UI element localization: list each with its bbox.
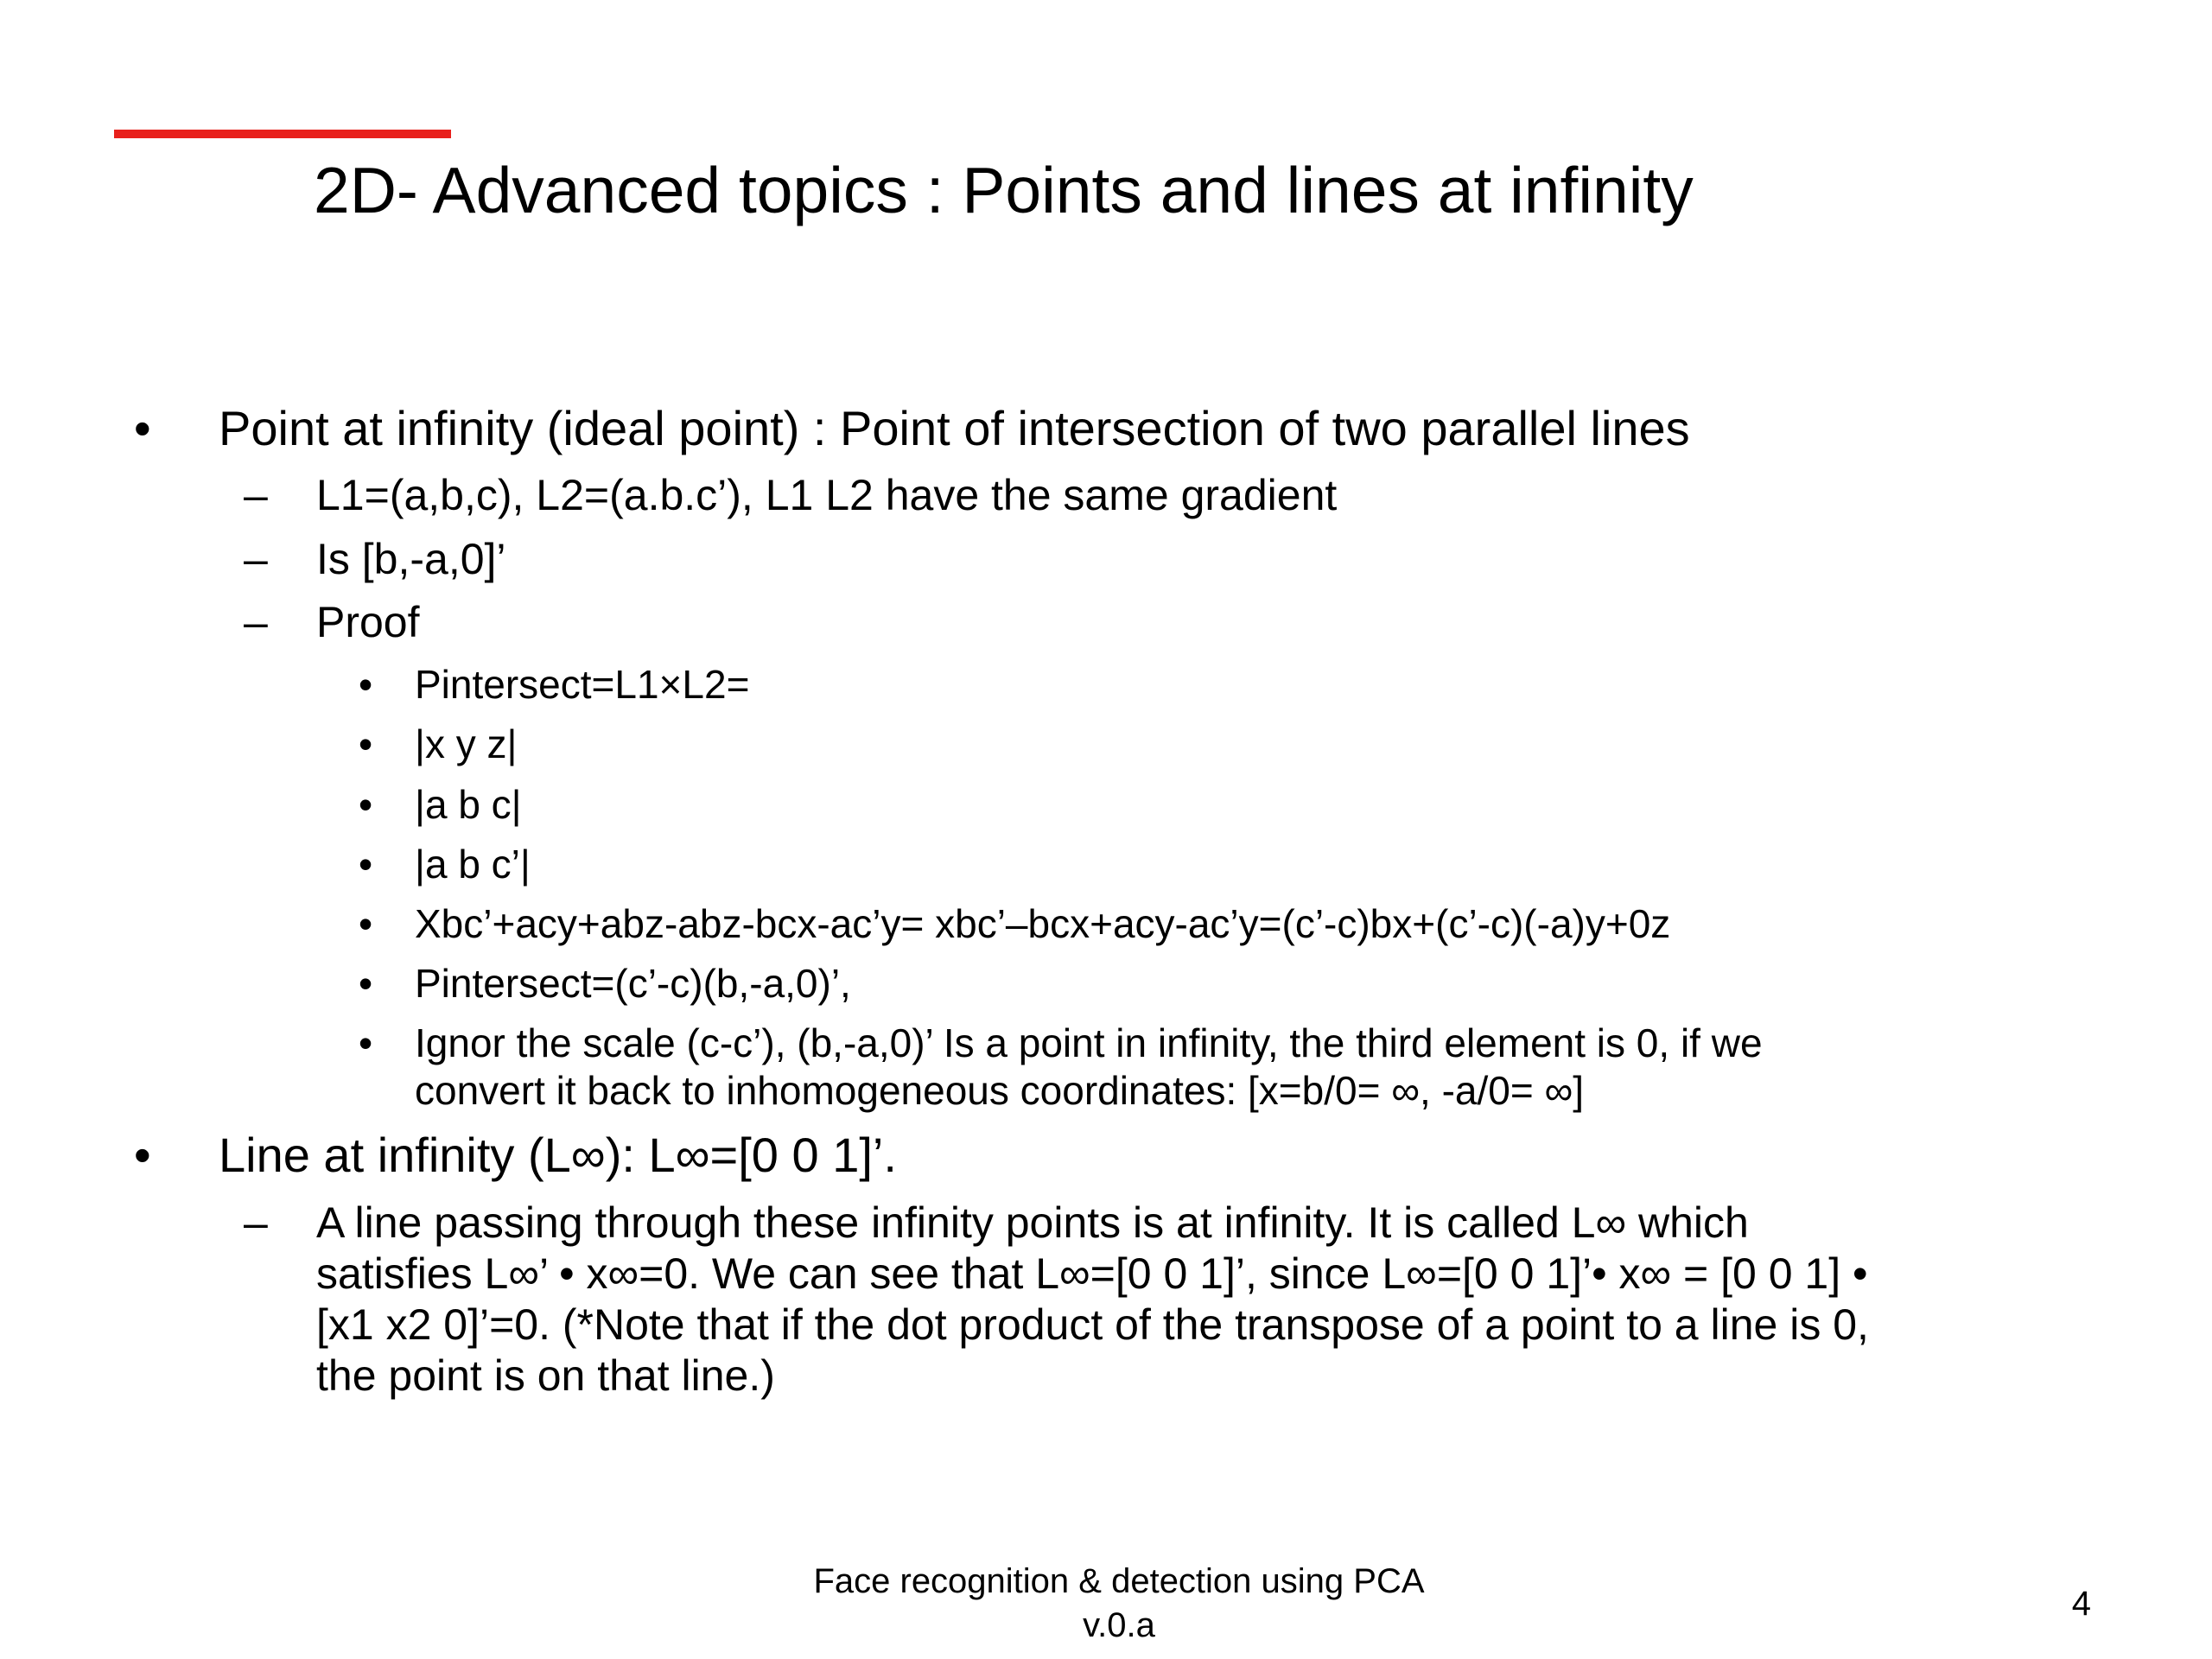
- bullet-line-at-infinity: Line at infinity (L∞): L∞=[0 0 1]’.: [219, 1128, 897, 1182]
- proof-item: Ignor the scale (c-c’), (b,-a,0)’ Is a point in infinity, the third element is 0, if we: [415, 1020, 1763, 1065]
- proof-item-continuation: convert it back to inhomogeneous coordinates: [x=b/0= ∞, -a/0= ∞]: [415, 1068, 1585, 1113]
- sub-bullet-gradient: L1=(a,b,c), L2=(a.b.c’), L1 L2 have the same gradient: [316, 471, 1338, 519]
- bullet-marker: •: [134, 1128, 151, 1182]
- proof-marker: •: [359, 782, 373, 827]
- proof-marker: •: [359, 1020, 373, 1065]
- proof-item: Pintersect=L1×L2=: [415, 662, 750, 707]
- dash-marker: –: [244, 471, 268, 519]
- sub-bullet-line-text: [x1 x2 0]’=0. (*Note that if the dot product of the transpose of a point to a line is 0,: [316, 1300, 1869, 1349]
- proof-item: |a b c’|: [415, 842, 531, 887]
- proof-item: Xbc’+acy+abz-abz-bcx-ac’y= xbc’–bcx+acy-ac’y=(c’-c)bx+(c’-c)(-a)y+0z: [415, 901, 1671, 946]
- sub-bullet-proof: Proof: [316, 598, 420, 646]
- dash-marker: –: [244, 1198, 268, 1247]
- sub-bullet-is: Is [b,-a,0]’: [316, 535, 506, 583]
- title-accent-bar: [114, 130, 451, 138]
- footer-version: v.0.a: [1083, 1606, 1155, 1644]
- proof-marker: •: [359, 662, 373, 707]
- bullet-marker: •: [134, 401, 151, 455]
- page-number: 4: [2071, 1585, 2091, 1623]
- proof-marker: •: [359, 961, 373, 1006]
- dash-marker: –: [244, 598, 268, 646]
- bullet-point-at-infinity: Point at infinity (ideal point) : Point of intersection of two parallel lines: [219, 401, 1690, 455]
- sub-bullet-line-text: the point is on that line.): [316, 1351, 775, 1400]
- proof-item: |a b c|: [415, 782, 522, 827]
- proof-item: Pintersect=(c’-c)(b,-a,0)’,: [415, 961, 851, 1006]
- proof-marker: •: [359, 842, 373, 887]
- dash-marker: –: [244, 535, 268, 583]
- proof-marker: •: [359, 901, 373, 946]
- proof-marker: •: [359, 721, 373, 766]
- sub-bullet-line-text: satisfies L∞’ • x∞=0. We can see that L∞=[0 0 1]’, since L∞=[0 0 1]’• x∞ = [0 0 1] •: [316, 1249, 1868, 1298]
- sub-bullet-line-text: A line passing through these infinity points is at infinity. It is called L∞ which: [316, 1198, 1749, 1247]
- proof-item: |x y z|: [415, 721, 518, 766]
- slide-title: 2D- Advanced topics : Points and lines at infinity: [314, 154, 1694, 226]
- footer-title: Face recognition & detection using PCA: [813, 1562, 1425, 1600]
